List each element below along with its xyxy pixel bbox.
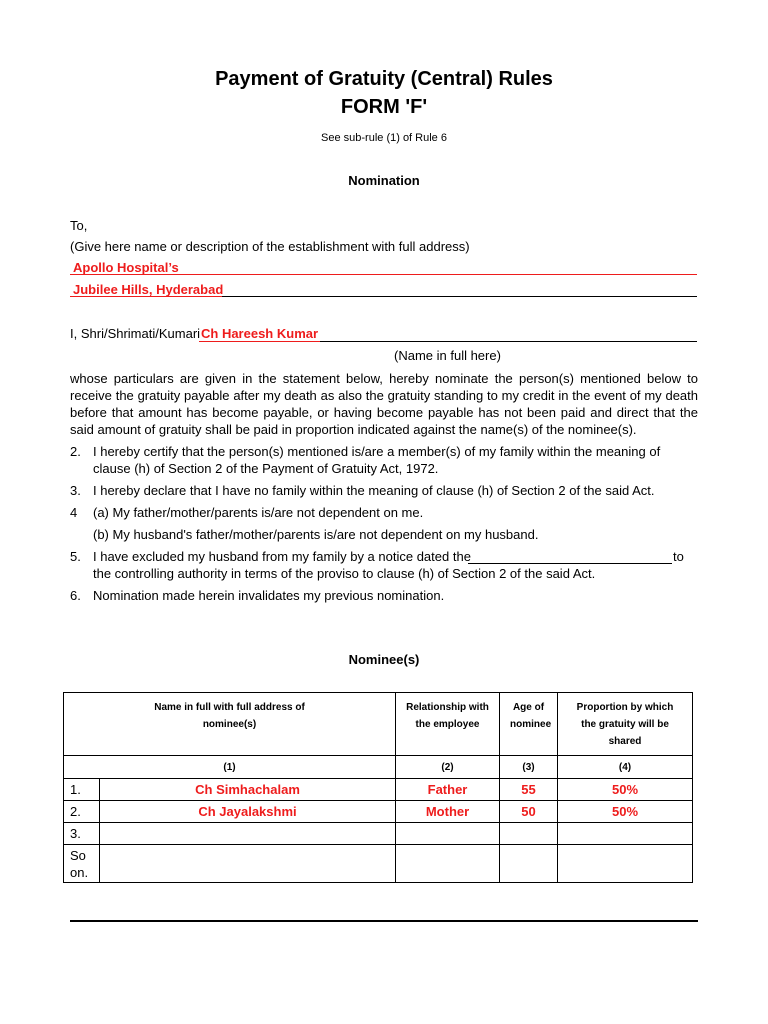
item-number: 2. bbox=[70, 444, 81, 459]
nominee-name[interactable] bbox=[100, 823, 396, 845]
column-number: (3) bbox=[500, 756, 558, 779]
table-row bbox=[64, 779, 693, 801]
to-label: To, bbox=[70, 218, 88, 233]
item-text: I have excluded my husband from my family by a notice dated the bbox=[93, 549, 471, 564]
item-number: 4 bbox=[70, 505, 78, 520]
form-subtitle: See sub-rule (1) of Rule 6 bbox=[321, 132, 447, 144]
table-row bbox=[64, 823, 693, 845]
table-header-row bbox=[64, 693, 693, 756]
bottom-divider bbox=[70, 920, 698, 922]
item-text: I hereby certify that the person(s) mentioned is/are a member(s) of my family within the meaning of clause (h) of Section 2 of the Payment of Gratuity Act, 1972. bbox=[93, 444, 661, 476]
nominee-relationship[interactable] bbox=[396, 823, 500, 845]
item-text-suffix: to bbox=[673, 549, 684, 564]
row-number: 2. bbox=[64, 801, 100, 823]
column-header: Relationship with the employee bbox=[396, 693, 500, 756]
declarant-name-value: Ch Hareesh Kumar bbox=[201, 326, 319, 341]
address-instruction: (Give here name or description of the establishment with full address) bbox=[70, 239, 470, 254]
item-text: (b) My husband's father/mother/parents is/are not dependent on my husband. bbox=[93, 527, 539, 542]
declarant-name-hint: (Name in full here) bbox=[394, 348, 501, 363]
form-name: FORM 'F' bbox=[340, 96, 428, 118]
item-text-continued: the controlling authority in terms of the proviso to clause (h) of Section 2 of the said Act. bbox=[93, 566, 596, 581]
column-number-row bbox=[64, 756, 693, 779]
item-text: I hereby declare that I have no family within the meaning of clause (h) of Section 2 of the said Act. bbox=[93, 483, 655, 498]
column-header: Proportion by which the gratuity will be shared bbox=[558, 693, 693, 756]
item-text: (a) My father/mother/parents is/are not dependent on me. bbox=[93, 505, 424, 520]
nominee-age[interactable]: 55 bbox=[500, 779, 558, 801]
nomination-paragraph: whose particulars are given in the statement below, hereby nominate the person(s) mentioned below to receive the gratuity payable after my death as also the gratuity standing to my credit in the event of my death before that amount has become payable, or having become payable has not been paid and direct that the said amount of gratuity shall be paid in proportion indicated against the name(s) of the nominee(s). bbox=[70, 371, 698, 437]
section-title: Nomination bbox=[348, 173, 420, 188]
row-number: So on. bbox=[64, 845, 100, 883]
column-number: (1) bbox=[64, 756, 396, 779]
nominee-relationship[interactable] bbox=[396, 845, 500, 883]
column-number: (4) bbox=[558, 756, 693, 779]
nominee-age[interactable] bbox=[500, 845, 558, 883]
table-row bbox=[64, 845, 693, 883]
nominee-proportion[interactable]: 50% bbox=[558, 779, 693, 801]
nominee-name[interactable]: Ch Jayalakshmi bbox=[100, 801, 396, 823]
column-header: Name in full with full address of nominee(s) bbox=[64, 693, 396, 756]
row-number: 3. bbox=[64, 823, 100, 845]
nominee-relationship[interactable]: Mother bbox=[396, 801, 500, 823]
address-line-2-value: Jubilee Hills, Hyderabad bbox=[73, 282, 224, 297]
nominee-relationship[interactable]: Father bbox=[396, 779, 500, 801]
declarant-prefix: I, Shri/Shrimati/Kumari bbox=[70, 326, 201, 341]
notice-date-field[interactable] bbox=[468, 563, 672, 564]
nominee-name[interactable]: Ch Simhachalam bbox=[100, 779, 396, 801]
nominees-heading: Nominee(s) bbox=[348, 652, 420, 667]
column-header: Age of nominee bbox=[500, 693, 558, 756]
item-number: 5. bbox=[70, 549, 81, 564]
nominees-table bbox=[63, 692, 693, 883]
nominee-proportion[interactable] bbox=[558, 823, 693, 845]
nominee-age[interactable]: 50 bbox=[500, 801, 558, 823]
item-text: Nomination made herein invalidates my previous nomination. bbox=[93, 588, 445, 603]
address-line-1-value: Apollo Hospital’s bbox=[73, 260, 179, 275]
nominee-age[interactable] bbox=[500, 823, 558, 845]
nominee-proportion[interactable]: 50% bbox=[558, 801, 693, 823]
column-number: (2) bbox=[396, 756, 500, 779]
form-title: Payment of Gratuity (Central) Rules bbox=[215, 68, 553, 90]
item-number: 6. bbox=[70, 588, 81, 603]
table-row bbox=[64, 801, 693, 823]
row-number: 1. bbox=[64, 779, 100, 801]
item-number: 3. bbox=[70, 483, 81, 498]
nominee-name[interactable] bbox=[100, 845, 396, 883]
nominee-proportion[interactable] bbox=[558, 845, 693, 883]
